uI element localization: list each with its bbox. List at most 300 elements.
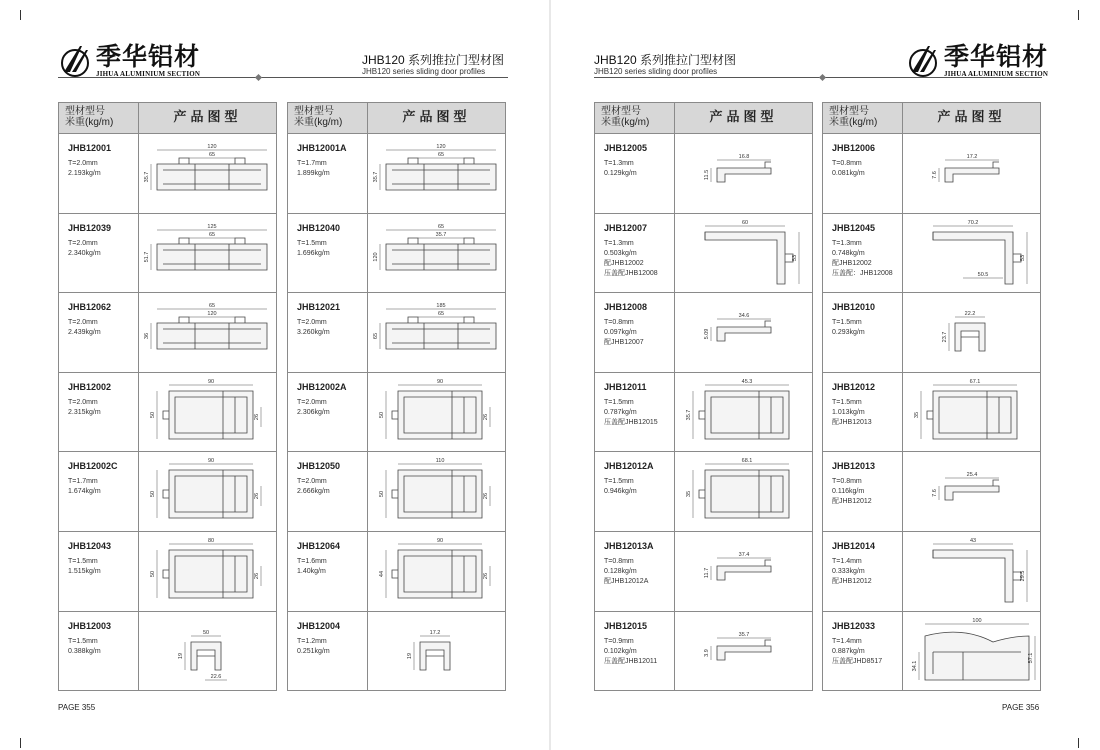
profile-cross-section <box>368 612 506 690</box>
unit-weight: 0.251kg/m <box>297 647 330 655</box>
profile-drawing <box>420 642 450 670</box>
profile-row <box>58 214 277 294</box>
profile-cross-section <box>903 214 1041 292</box>
wall-thickness: T=2.0mm <box>68 160 98 167</box>
unit-weight: 0.388kg/m <box>68 647 101 655</box>
matching-note: 压盖配JHB12015 <box>604 418 658 426</box>
dimension-label: 50 <box>379 491 385 498</box>
dimension-label: 90 <box>436 378 444 385</box>
profile-info <box>823 373 903 452</box>
dimension-label: 57.1 <box>1028 652 1034 663</box>
profile-code: JHB12002A <box>297 381 347 392</box>
dimension-label: 35.7 <box>435 231 447 238</box>
profile-drawing-cell <box>368 293 505 372</box>
table-header <box>594 102 813 134</box>
header-product-drawing: 产品图型 <box>173 110 242 125</box>
catalog-title-cn: JHB120 系列推拉门型材图 <box>594 53 737 67</box>
profile-code: JHB12050 <box>297 461 341 472</box>
profile-code: JHB12001A <box>297 143 347 153</box>
dimension-label: 35.7 <box>738 631 750 638</box>
dimension-label: 50 <box>379 411 385 418</box>
unit-weight: 0.128kg/m <box>604 567 637 575</box>
dimension-label: 26 <box>483 493 489 500</box>
dimension-label: 110 <box>435 458 445 465</box>
unit-weight: 0.293kg/m <box>832 329 865 337</box>
wall-thickness: T=1.4mm <box>832 637 862 645</box>
header-model-weight: 型材型号 米重(kg/m) <box>595 103 675 133</box>
profile-info <box>288 134 368 213</box>
profile-cross-section <box>139 134 277 212</box>
matching-note: 配JHB12012A <box>604 577 649 585</box>
profile-row <box>594 612 813 692</box>
profile-drawing-cell <box>903 214 1040 293</box>
profile-info <box>59 373 139 452</box>
matching-note: 配JHB12002 <box>832 259 872 267</box>
profile-cross-section <box>368 134 506 212</box>
profile-row <box>822 532 1041 612</box>
profile-drawing <box>386 158 496 190</box>
profile-cross-section <box>903 532 1041 610</box>
profile-cross-section <box>368 373 506 451</box>
profile-row <box>594 373 813 453</box>
dimension-label: 35.7 <box>373 171 379 183</box>
profile-info <box>595 214 675 293</box>
profile-code: JHB12039 <box>68 222 112 233</box>
dimension-label: 34.1 <box>912 660 918 671</box>
profile-code: JHB12011 <box>604 381 647 392</box>
profile-drawing-cell <box>139 134 276 213</box>
profile-drawing-cell <box>368 214 505 293</box>
profile-row <box>822 134 1041 214</box>
brand-logo <box>906 42 1048 78</box>
header-rule-dot <box>255 74 262 81</box>
profile-cross-section <box>368 532 506 610</box>
matching-note: 压盖配JHB12008 <box>604 269 658 277</box>
catalog-title-en: JHB120 series sliding door profiles <box>594 67 718 76</box>
profile-drawing <box>392 391 482 439</box>
matching-note: 配JHB12007 <box>604 339 644 347</box>
profile-drawing-cell <box>675 612 812 691</box>
brand-name-cn: 季华铝材 <box>944 41 1049 71</box>
dimension-label: 53 <box>1020 254 1026 261</box>
profile-info <box>288 532 368 611</box>
profile-info <box>288 612 368 691</box>
profile-row <box>287 373 506 453</box>
dimension-label: 17.2 <box>966 154 978 160</box>
unit-weight: 0.097kg/m <box>604 329 637 337</box>
profile-drawing-cell <box>903 293 1040 372</box>
profile-info <box>823 214 903 293</box>
profile-drawing-cell <box>139 452 276 531</box>
dimension-label: 65 <box>208 231 216 238</box>
dimension-label: 50 <box>150 570 156 578</box>
unit-weight: 0.116kg/m <box>832 488 865 496</box>
wall-thickness: T=2.0mm <box>68 398 98 406</box>
profile-drawing-cell <box>368 532 505 611</box>
dimension-label: 120 <box>436 144 446 150</box>
profile-code: JHB12033 <box>832 620 876 631</box>
dimension-label: 185 <box>436 303 446 310</box>
dimension-label: 50 <box>202 629 210 636</box>
profile-info <box>59 293 139 372</box>
table-header <box>822 102 1041 134</box>
profile-code: JHB12045 <box>832 222 876 233</box>
header-rule-dot <box>819 74 826 81</box>
profile-code: JHB12021 <box>297 302 341 313</box>
profile-cross-section <box>139 532 277 610</box>
dimension-label: 16.8 <box>738 154 750 160</box>
brand-name-cn: 季华铝材 <box>96 41 201 71</box>
unit-weight: 1.515kg/m <box>68 567 101 575</box>
profile-cross-section <box>368 214 506 292</box>
profile-table-column <box>287 102 506 691</box>
dimension-label: 45.3 <box>741 378 753 385</box>
wall-thickness: T=0.9mm <box>604 637 634 645</box>
profile-drawing <box>717 640 771 660</box>
unit-weight: 1.674kg/m <box>68 488 101 496</box>
matching-note: 配JHB12012 <box>832 498 872 506</box>
profile-table-column <box>822 102 1041 691</box>
profile-code: JHB12064 <box>297 540 341 551</box>
dimension-label: 19 <box>178 652 184 659</box>
wall-thickness: T=1.3mm <box>604 160 634 167</box>
profile-drawing-cell <box>675 373 812 452</box>
dimension-label: 120 <box>207 311 217 318</box>
unit-weight: 1.899kg/m <box>297 170 330 177</box>
table-header <box>58 102 277 134</box>
profile-drawing-cell <box>903 452 1040 531</box>
header-product-drawing: 产品图型 <box>709 110 778 125</box>
wall-thickness: T=2.0mm <box>297 398 327 406</box>
matching-note: 配JHB12012 <box>832 577 872 585</box>
profile-info <box>595 293 675 372</box>
profile-table-column <box>58 102 277 691</box>
profile-info <box>288 452 368 531</box>
unit-weight: 0.946kg/m <box>604 488 637 496</box>
profile-drawing <box>927 391 1017 439</box>
profile-row <box>287 214 506 294</box>
profile-cross-section <box>139 214 277 292</box>
dimension-label: 34.6 <box>738 313 750 320</box>
unit-weight: 0.129kg/m <box>604 170 637 177</box>
profile-code: JHB12043 <box>68 540 112 551</box>
crop-mark <box>1078 10 1079 20</box>
dimension-label: 67.1 <box>969 378 981 385</box>
unit-weight: 1.40kg/m <box>297 567 326 575</box>
header-product-drawing: 产品图型 <box>937 110 1006 125</box>
profile-drawing-cell <box>675 214 812 293</box>
dimension-label: 50 <box>150 491 156 498</box>
profile-drawing <box>945 480 999 500</box>
dimension-label: 53 <box>792 254 798 261</box>
dimension-label: 35.7 <box>144 171 150 183</box>
profile-row <box>58 612 277 692</box>
profile-cross-section <box>903 373 1041 451</box>
profile-code: JHB12015 <box>604 620 648 631</box>
profile-row <box>594 293 813 373</box>
profile-drawing <box>191 642 221 670</box>
wall-thickness: T=2.0mm <box>297 319 327 327</box>
profile-row <box>287 612 506 692</box>
wall-thickness: T=1.5mm <box>68 637 98 645</box>
wall-thickness: T=0.8mm <box>604 319 634 327</box>
wall-thickness: T=1.5mm <box>604 398 634 406</box>
unit-weight: 2.306kg/m <box>297 408 330 416</box>
profile-cross-section <box>368 293 506 371</box>
dimension-label: 90 <box>436 537 444 544</box>
profile-drawing-cell <box>903 134 1040 213</box>
wall-thickness: T=1.2mm <box>297 637 327 645</box>
dimension-label: 19 <box>407 652 413 659</box>
page-number: PAGE 356 <box>1002 703 1040 712</box>
matching-note: 配JHB12002 <box>604 259 644 267</box>
dimension-label: 43 <box>969 537 977 544</box>
profile-info <box>595 612 675 691</box>
wall-thickness: T=1.7mm <box>68 478 98 486</box>
dimension-label: 26 <box>254 572 260 580</box>
profile-code: JHB12007 <box>604 222 648 233</box>
unit-weight: 2.666kg/m <box>297 488 330 496</box>
profile-drawing-cell <box>903 532 1040 611</box>
dimension-label: 22.6 <box>210 673 222 680</box>
profile-row <box>58 293 277 373</box>
profile-drawing-cell <box>675 452 812 531</box>
profile-info <box>288 214 368 293</box>
dimension-label: 100 <box>972 617 982 624</box>
unit-weight: 2.193kg/m <box>68 170 101 177</box>
profile-cross-section <box>903 612 1041 690</box>
profile-row <box>58 373 277 453</box>
dimension-label: 35 <box>914 411 920 418</box>
profile-row <box>822 214 1041 294</box>
dimension-label: 50.5 <box>977 271 989 278</box>
dimension-label: 65 <box>437 223 445 230</box>
header-rule <box>58 77 508 78</box>
dimension-label: 7.6 <box>932 171 938 179</box>
wall-thickness: T=0.8mm <box>832 478 862 486</box>
dimension-label: 11.5 <box>704 169 710 181</box>
brand-logo <box>58 42 200 78</box>
dimension-label: 11.7 <box>704 567 710 579</box>
profile-cross-section <box>675 452 813 530</box>
profile-table-column <box>594 102 813 691</box>
profile-code: JHB12013A <box>604 540 654 551</box>
unit-weight: 2.439kg/m <box>68 329 101 337</box>
catalog-title-cn: JHB120 系列推拉门型材图 <box>362 53 505 67</box>
unit-weight: 0.333kg/m <box>832 567 865 575</box>
brand-emblem-icon <box>58 42 94 78</box>
profile-row <box>594 134 813 214</box>
wall-thickness: T=1.5mm <box>832 398 862 406</box>
profile-drawing-cell <box>368 134 505 213</box>
wall-thickness: T=2.0mm <box>68 319 98 327</box>
profile-cross-section <box>675 373 813 451</box>
profile-info <box>59 214 139 293</box>
profile-info <box>595 452 675 531</box>
profile-cross-section <box>675 214 813 292</box>
dimension-label: 65 <box>373 333 379 340</box>
profile-row <box>822 452 1041 532</box>
profile-code: JHB12008 <box>604 302 648 313</box>
crop-mark <box>20 738 21 748</box>
profile-cross-section <box>139 612 277 690</box>
wall-thickness: T=2.0mm <box>68 239 98 247</box>
dimension-label: 65 <box>437 311 445 318</box>
wall-thickness: T=0.8mm <box>832 160 862 167</box>
dimension-label: 65 <box>437 152 445 158</box>
dimension-label: 50 <box>150 411 156 418</box>
catalog-title <box>362 54 504 76</box>
profile-drawing <box>699 470 789 518</box>
unit-weight: 2.340kg/m <box>68 249 101 257</box>
crop-mark <box>1078 738 1079 748</box>
profile-drawing-cell <box>368 373 505 452</box>
wall-thickness: T=1.7mm <box>297 160 327 167</box>
catalog-title-en: JHB120 series sliding door profiles <box>362 67 486 76</box>
profile-cross-section <box>139 373 277 451</box>
wall-thickness: T=1.5mm <box>297 239 327 247</box>
profile-drawing <box>717 560 771 580</box>
profile-code: JHB12004 <box>297 620 341 631</box>
wall-thickness: T=0.8mm <box>604 557 634 565</box>
profile-info <box>288 373 368 452</box>
profile-info <box>595 373 675 452</box>
dimension-label: 35.7 <box>686 409 692 421</box>
profile-drawing <box>157 317 267 349</box>
profile-code: JHB12062 <box>68 302 112 313</box>
profile-drawing-cell <box>368 452 505 531</box>
dimension-label: 3.9 <box>704 648 710 657</box>
profile-row <box>287 532 506 612</box>
unit-weight: 0.081kg/m <box>832 170 865 177</box>
profile-drawing-cell <box>139 293 276 372</box>
profile-drawing <box>717 162 771 182</box>
profile-drawing <box>705 232 793 284</box>
dimension-label: 36 <box>144 333 150 340</box>
wall-thickness: T=1.3mm <box>832 239 862 247</box>
profile-row <box>58 134 277 214</box>
dimension-label: 5.09 <box>704 328 710 340</box>
unit-weight: 0.102kg/m <box>604 647 637 655</box>
profile-drawing-cell <box>903 373 1040 452</box>
profile-info <box>823 134 903 213</box>
dimension-label: 65 <box>208 152 216 158</box>
profile-drawing <box>925 632 1029 680</box>
unit-weight: 1.013kg/m <box>832 408 865 416</box>
profile-row <box>58 532 277 612</box>
profile-code: JHB12006 <box>832 143 876 153</box>
brand-name-en: JIHUA ALUMINIUM SECTION <box>944 69 1049 78</box>
dimension-label: 51.7 <box>144 251 150 262</box>
unit-weight: 1.696kg/m <box>297 249 330 257</box>
profile-code: JHB12012 <box>832 381 876 392</box>
profile-drawing <box>386 317 496 349</box>
profile-drawing-cell <box>675 293 812 372</box>
dimension-label: 65 <box>208 303 216 310</box>
profile-drawing-cell <box>903 612 1040 691</box>
profile-cross-section <box>675 293 813 371</box>
profile-code: JHB12002 <box>68 381 112 392</box>
profile-row <box>594 532 813 612</box>
dimension-label: 70.2 <box>967 219 979 226</box>
header-model-weight: 型材型号 米重(kg/m) <box>59 103 139 133</box>
header-model-weight: 型材型号 米重(kg/m) <box>288 103 368 133</box>
profile-info <box>823 293 903 372</box>
wall-thickness: T=1.6mm <box>297 557 327 565</box>
profile-cross-section <box>139 452 277 530</box>
profile-cross-section <box>675 532 813 610</box>
brand-emblem-icon <box>906 42 942 78</box>
profile-drawing-cell <box>139 612 276 691</box>
profile-info <box>595 532 675 611</box>
profile-code: JHB12003 <box>68 620 112 631</box>
matching-note: 压盖配JHB12011 <box>604 657 658 665</box>
profile-drawing <box>717 321 771 341</box>
profile-drawing-cell <box>368 612 505 691</box>
wall-thickness: T=1.3mm <box>604 239 634 247</box>
dimension-label: 37.4 <box>738 551 750 558</box>
dimension-label: 90 <box>207 458 215 465</box>
dimension-label: 25.4 <box>966 472 978 479</box>
page-number: PAGE 355 <box>58 703 96 712</box>
profile-drawing <box>163 391 253 439</box>
profile-code: JHB12013 <box>832 461 876 472</box>
profile-cross-section <box>675 612 813 690</box>
wall-thickness: T=2.0mm <box>297 478 327 486</box>
profile-info <box>823 612 903 691</box>
dimension-label: 60 <box>741 219 749 226</box>
dimension-label: 26 <box>483 413 489 420</box>
profile-code: JHB12002C <box>68 461 118 472</box>
profile-cross-section <box>903 293 1041 371</box>
profile-drawing <box>933 550 1021 602</box>
profile-row <box>594 214 813 294</box>
profile-cross-section <box>139 293 277 371</box>
profile-code: JHB12005 <box>604 143 648 153</box>
profile-drawing <box>163 550 253 598</box>
wall-thickness: T=1.4mm <box>832 557 862 565</box>
right-page <box>550 0 1100 750</box>
profile-info <box>59 452 139 531</box>
dimension-label: 26 <box>254 413 260 420</box>
unit-weight: 0.748kg/m <box>832 249 865 257</box>
profile-code: JHB12012A <box>604 461 654 472</box>
profile-code: JHB12014 <box>832 540 876 551</box>
header-product-drawing: 产品图型 <box>402 110 471 125</box>
profile-row <box>287 452 506 532</box>
profile-drawing <box>699 391 789 439</box>
dimension-label: 26 <box>483 572 489 580</box>
matching-note: 压盖配JHD8517 <box>832 657 883 665</box>
profile-info <box>823 532 903 611</box>
profile-drawing-cell <box>139 532 276 611</box>
profile-row <box>58 452 277 532</box>
dimension-label: 120 <box>207 144 217 150</box>
dimension-label: 125 <box>207 223 217 230</box>
dimension-label: 29.5 <box>1020 570 1026 582</box>
profile-row <box>287 134 506 214</box>
unit-weight: 0.787kg/m <box>604 408 637 416</box>
wall-thickness: T=1.5mm <box>604 478 634 486</box>
dimension-label: 68.1 <box>741 458 753 465</box>
profile-drawing <box>392 470 482 518</box>
profile-cross-section <box>368 452 506 530</box>
profile-drawing <box>955 323 985 351</box>
profile-drawing <box>945 162 999 182</box>
profile-code: JHB12040 <box>297 222 341 233</box>
brand-name-en: JIHUA ALUMINIUM SECTION <box>96 69 201 78</box>
profile-row <box>822 293 1041 373</box>
